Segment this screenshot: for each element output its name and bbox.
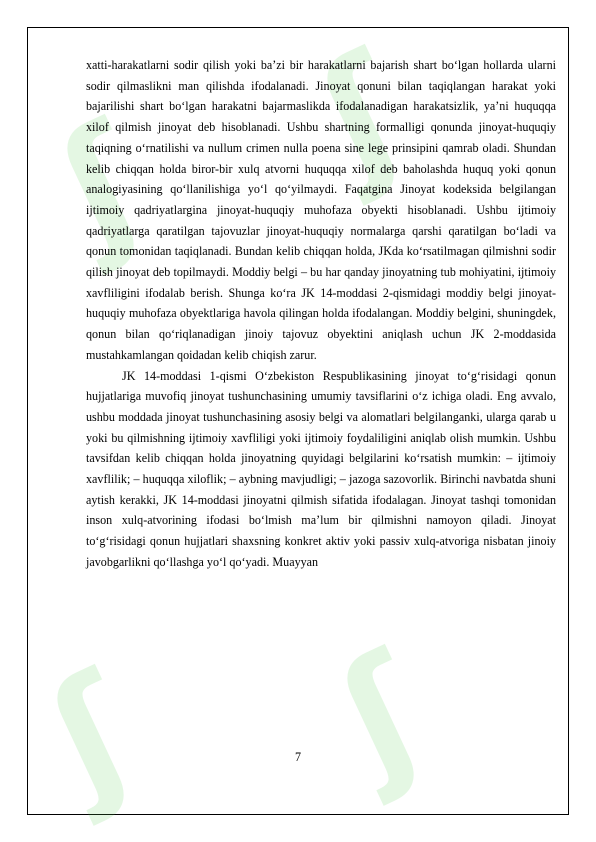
watermark-logo: ʃ (316, 622, 447, 808)
body-text (86, 55, 556, 573)
watermark-logo: ʃ (26, 642, 157, 828)
watermark-logo: ʃ (296, 22, 427, 208)
paragraph-2: JK 14-moddasi 1-qismi O‘zbekiston Respublikasining jinoyat to‘g‘risidagi qonun hujjatlariga muvofiq jinoyat tushunchasining umumiy tavsiflarini o‘z ichiga oladi. Eng avvalo, ushbu moddada jinoyat tushunchasining asosiy belgi va alomatlari belgilanganki, ularga qarab u yoki bu qilmishning ijtimoiy xavfliligi yoki ijtimoiy foydaliligini aniqlab olish mumkin. Ushbu tavsifdan kelib chiqqan holda jinoyatning quyidagi belgilarini ko‘rsatish mumkin: – ijtimoiy xavflilik; – huquqqa xiloflik; – aybning mavjudligi; – jazoga sazovorlik. Birinchi navbatda shuni aytish kerakki, JK 14-moddasi jinoyatni qilmish sifatida ifodalagan. Jinoyat tashqi tomonidan inson xulq-atvorining ifodasi bo‘lmish ma’lum bir qilmishni namoyon qiladi. Jinoyat to‘g‘risidagi qonun hujjatlari shaxsning konkret aktiv yoki passiv xulq-atvoriga nisbatan jinoiy javobgarlikni qo‘llashga yo‘l qo‘yadi. Muayyan (86, 368, 556, 569)
page-number: 7 (294, 750, 302, 764)
paragraph-1: xatti-harakatlarni sodir qilish yoki ba’zi bir harakatlarni bajarish shart bo‘lgan hollarda ularni sodir qilmaslikni man qilishda ifodalanadi. Jinoyat qonuni bilan taqiqlangan harakat yoki bajarilishi shart bo‘lgan harakatni bajarmaslikda ifodalanadigan harakatsizlik, ya’ni huquqqa xilof qilmish jinoyat deb hisoblanadi. Ushbu shartning formalligi qonunda jinoyat-huquqiy taqiqning o‘rnatilishi va nullum crimen nulla poena sine lege prinsipini qamrab oladi. Shundan kelib chiqqan holda biror-bir xulq atvorni huquqqa xilof deb baholashda huquq yoki qonun analogiyasining qo‘llanilishiga yo‘l qo‘yilmaydi. Faqatgina Jinoyat kodeksida belgilangan ijtimoiy qadriyatlargina jinoyat-huquqiy muhofaza obyekti hisoblanadi. Ushbu ijtimoiy qadriyatlarga qaratilgan tajovuzlar jinoyat-huquqiy normalarga qarshi qaratilgan bo‘ladi va qonun tomonidan taqiqlanadi. Bundan kelib chiqqan holda, JKda ko‘rsatilmagan qilmishni sodir qilish jinoyat deb topilmaydi. Moddiy belgi – bu har qanday jinoyatning tub mohiyatini, ijtimoiy xavfliligini ifodalab berish. Shunga ko‘ra JK 14-moddasi 2-qismidagi moddiy belgi jinoyat- huquqiy muhofaza obyektlariga havola qilingan holda ifodalangan. Moddiy belgini, shuningdek, qonun bilan qo‘riqlanadigan jinoiy tajovuz obyektini aniqlash uchun JK 2-moddasida mustahkamlangan qoidadan kelib chiqish zarur. (86, 58, 556, 362)
watermark-logo: ʃ (36, 92, 167, 278)
